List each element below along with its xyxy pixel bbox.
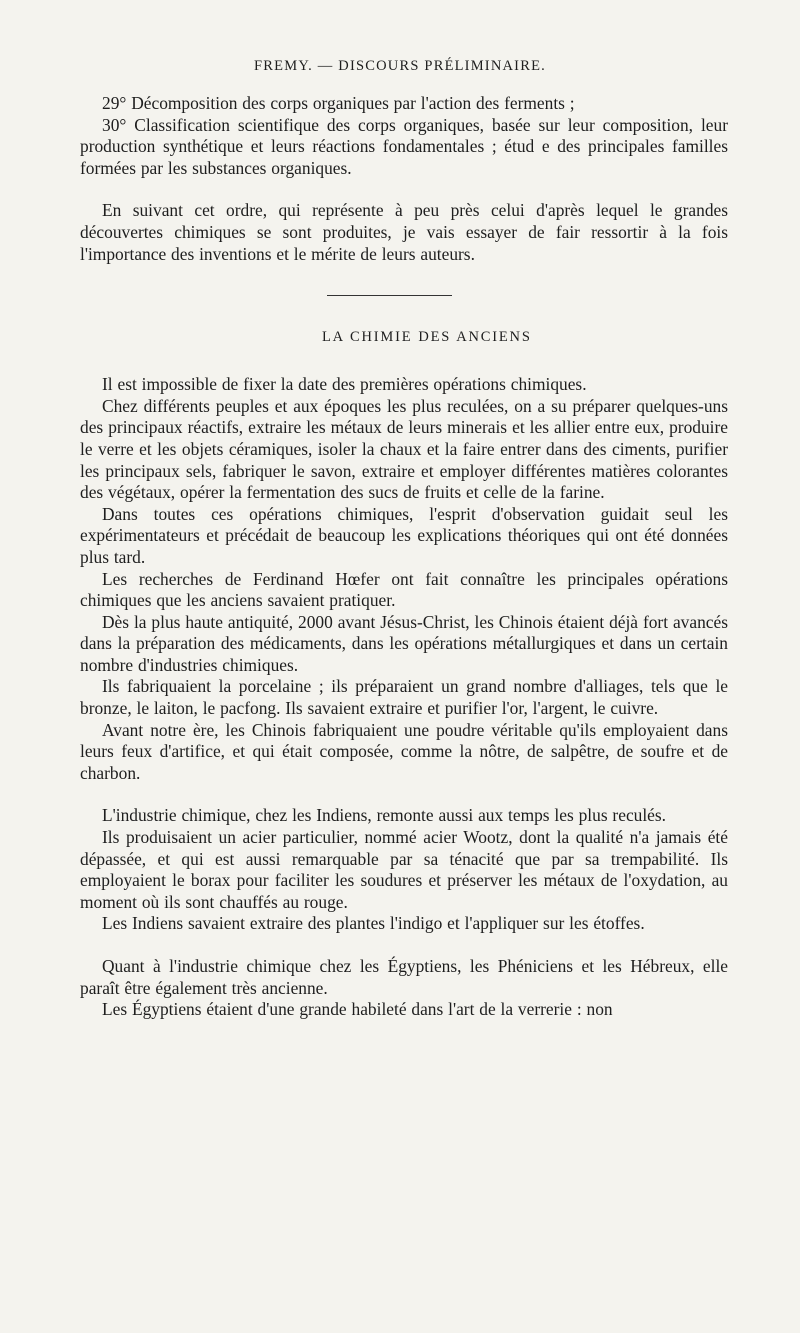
paragraph: Ils produisaient un acier particulier, nommé acier Wootz, dont la qualité n'a jamais été dépassée, et qui est aussi remarquable par sa ténacité que par sa trempabilité. Ils employaient le borax pour faciliter les soudures et préserver les métaux de l'oxydation, au moment où ils sont chauffés au rouge. [80,827,728,912]
section-title: LA CHIMIE DES ANCIENS [322,329,532,346]
running-header: FREMY. — DISCOURS PRÉLIMINAIRE. [254,58,546,74]
paragraph: Chez différents peuples et aux époques les plus reculées, on a su préparer quelques-uns des principaux réactifs, extraire les métaux de leurs minerais et les allier entre eux, produire le verre et les objets céramiques, isoler la chaux et la faire entrer dans des ciments, purifier les principaux sels, fabriquer le savon, extraire et employer différentes matières colorantes des végétaux, opérer la fermentation des sucs de fruits et celle de la farine. [80,395,728,503]
paragraph: L'industrie chimique, chez les Indiens, remonte aussi aux temps les plus reculés. [102,805,667,826]
paragraph: Avant notre ère, les Chinois fabriquaient une poudre véritable qu'ils employaient dans leurs feux d'artifice, et qui était composée, comme la nôtre, de salpêtre, de soufre et de charbon. [80,719,728,783]
paragraph: Il est impossible de fixer la date des premières opérations chimiques. [102,374,587,395]
paragraph: Ils fabriquaient la porcelaine ; ils préparaient un grand nombre d'alliages, tels que le bronze, le laiton, le pacfong. Ils savaient extraire et purifier l'or, l'argent, le cuivre. [80,676,728,719]
paragraph: Les Égyptiens étaient d'une grande habileté dans l'art de la verrerie : non [102,999,613,1020]
list-item-29: 29° Décomposition des corps organiques par l'action des ferments ; [102,93,575,113]
paragraph: Quant à l'industrie chimique chez les Égyptiens, les Phéniciens et les Hébreux, elle paraît être également très ancienne. [80,956,728,998]
body-text [80,93,728,1021]
paragraph: Dès la plus haute antiquité, 2000 avant Jésus-Christ, les Chinois étaient déjà fort avancés dans la préparation des médicaments, dans les opérations métallurgiques et dans un certain nombre d'industries chimiques. [80,611,728,675]
paragraph: Les Indiens savaient extraire des plantes l'indigo et l'appliquer sur les étoffes. [102,913,645,934]
list-item-30: 30° Classification scientifique des corps organiques, basée sur leur composition, leur production synthétique et leurs réactions fondamentales ; étud e des principales familles formées par les substances organiques. [80,114,728,178]
paragraph: Les recherches de Ferdinand Hœfer ont fait connaître les principales opérations chimiques que les anciens savaient pratiquer. [80,568,728,611]
paragraph: Dans toutes ces opérations chimiques, l'esprit d'observation guidait seul les expérimentateurs et précédait de beaucoup les explications théoriques qui ont été données plus tard. [80,503,728,567]
intro-paragraph: En suivant cet ordre, qui représente à peu près celui d'après lequel le grandes découvertes chimiques se sont produites, je vais essayer de fair ressortir à la fois l'importance des inventions et le mérite de leurs auteurs. [80,200,728,264]
